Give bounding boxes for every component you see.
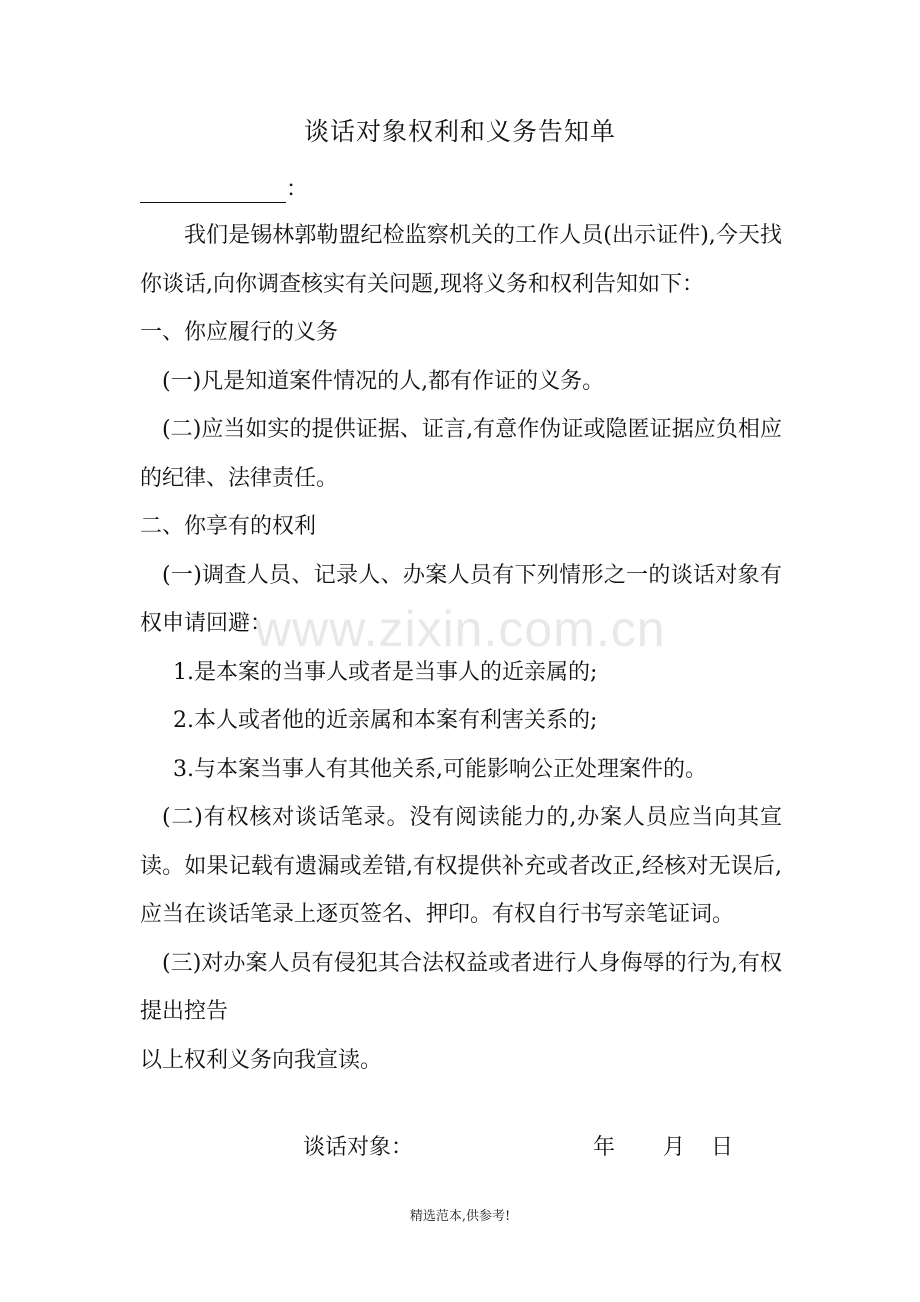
intro-paragraph: 我们是锡林郭勒盟纪检监察机关的工作人员(出示证件),今天找你谈话,向你调查核实有关问题,现将义务和权利告知如下： [140,223,782,297]
section2-item1-sub3: 3.与本案当事人有其他关系,可能影响公正处理案件的。 [173,756,707,782]
section1-item1: (一)凡是知道案件情况的人,都有作证的义务。 [162,368,605,394]
closing-statement: 以上权利义务向我宣读。 [140,1047,383,1073]
footer-note: 精选范本,供参考! [409,1209,511,1224]
document-title: 谈话对象权利和义务告知单 [303,117,616,146]
section1-heading: 一、你应履行的义务 [140,320,339,345]
section2-item1: (一)调查人员、记录人、办案人员有下列情形之一的谈话对象有权申请回避： [140,562,782,636]
watermark: www.zixin.com.cn [255,601,666,657]
addressee-blank [140,180,286,203]
addressee-line [140,172,308,203]
signature-month: 月 [663,1135,686,1160]
signature-year: 年 [593,1135,616,1160]
signature-line [303,1130,763,1170]
section2-item3: (三)对办案人员有侵犯其合法权益或者进行人身侮辱的行为,有权提出控告 [140,950,782,1024]
section2-item1-sub1: 1.是本案的当事人或者是当事人的近亲属的; [173,659,598,685]
section2-heading: 二、你享有的权利 [140,514,317,539]
signature-day: 日 [711,1135,734,1160]
section2-item2: (二)有权核对谈话笔录。没有阅读能力的,办案人员应当向其宣读。如果记载有遗漏或差错,有权提供补充或者改正,经核对无误后,应当在谈话笔录上逐页签名、押印。有权自行书写亲笔证词。 [140,805,782,927]
document-body [140,212,782,1085]
addressee-colon: ： [286,177,309,202]
section2-item1-sub2: 2.本人或者他的近亲属和本案有利害关系的; [173,708,598,733]
section1-item2: (二)应当如实的提供证据、证言,有意作伪证或隐匿证据应负相应的纪律、法律责任。 [140,417,782,491]
signature-label: 谈话对象： [303,1135,414,1160]
